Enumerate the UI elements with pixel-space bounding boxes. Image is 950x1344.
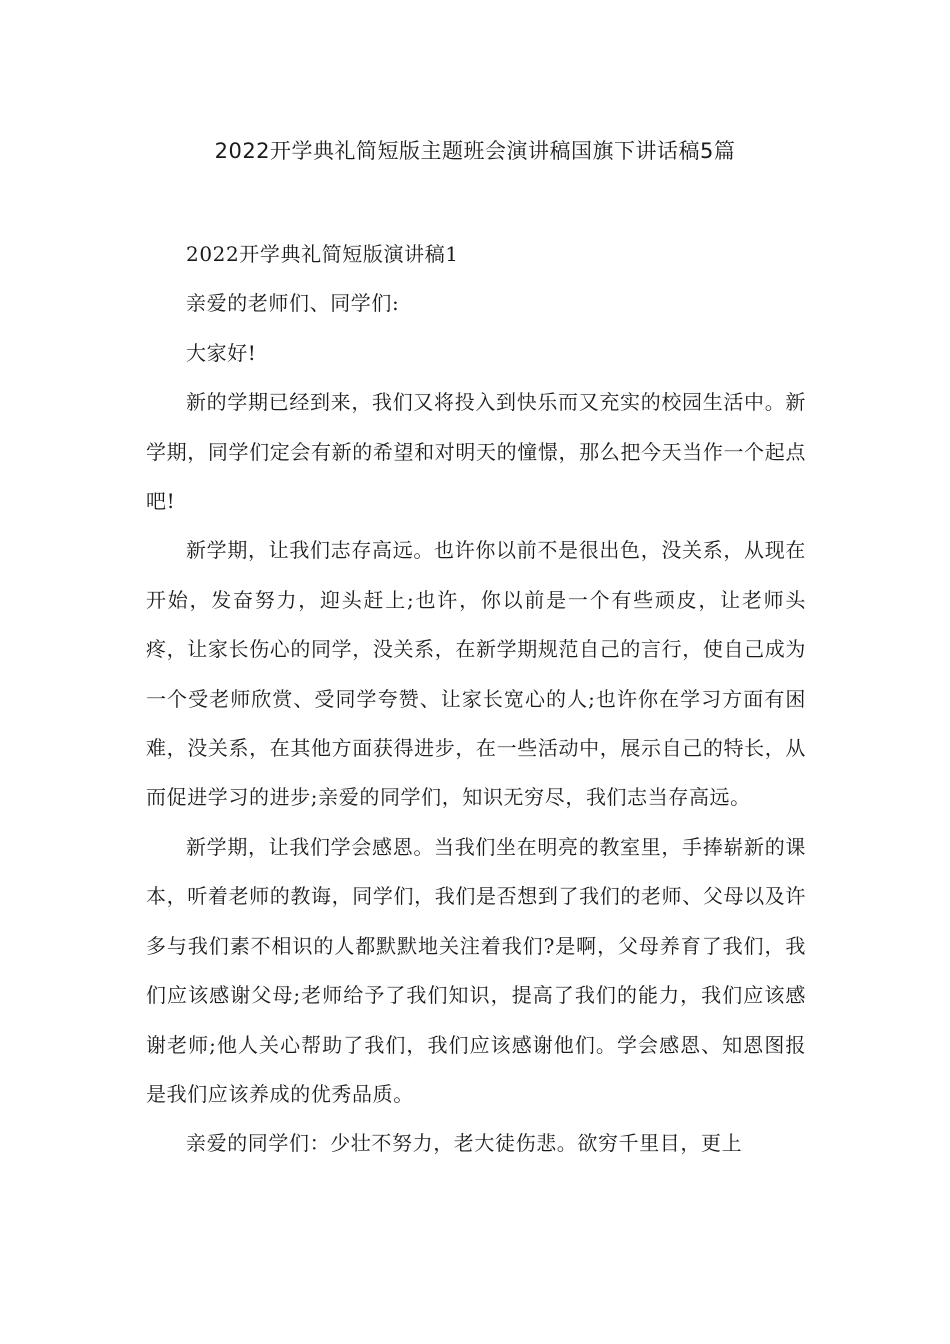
- paragraph: 新的学期已经到来，我们又将投入到快乐而又充实的校园生活中。新学期，同学们定会有新的希望和对明天的憧憬，那么把今天当作一个起点吧!: [146, 390, 806, 514]
- document-title: 2022开学典礼简短版主题班会演讲稿国旗下讲话稿5篇: [214, 139, 736, 163]
- document-body: [146, 230, 806, 1169]
- paragraph-subtitle: 2022开学典礼简短版演讲稿1: [186, 242, 459, 266]
- paragraph: 新学期，让我们志存高远。也许你以前不是很出色，没关系，从现在开始，发奋努力，迎头赶上;也许，你以前是一个有些顽皮，让老师头疼，让家长伤心的同学，没关系，在新学期规范自己的言行，使自己成为一个受老师欣赏、受同学夸赞、让家长宽心的人;也许你在学习方面有困难，没关系，在其他方面获得进步，在一些活动中，展示自己的特长，从而促进学习的进步;亲爱的同学们，知识无穷尽，我们志当存高远。: [146, 538, 806, 810]
- paragraph: 新学期，让我们学会感恩。当我们坐在明亮的教室里，手捧崭新的课本，听着老师的教诲，同学们，我们是否想到了我们的老师、父母以及许多与我们素不相识的人都默默地关注着我们?是啊，父母养育了我们，我们应该感谢父母;老师给予了我们知识，提高了我们的能力，我们应该感谢老师;他人关心帮助了我们，我们应该感谢他们。学会感恩、知恩图报是我们应该养成的优秀品质。: [146, 834, 806, 1106]
- paragraph-salutation: 亲爱的老师们、同学们:: [186, 291, 400, 316]
- paragraph: 亲爱的同学们：少壮不努力，老大徒伤悲。欲穷千里目，更上: [186, 1131, 743, 1156]
- paragraph-greeting: 大家好!: [186, 340, 257, 365]
